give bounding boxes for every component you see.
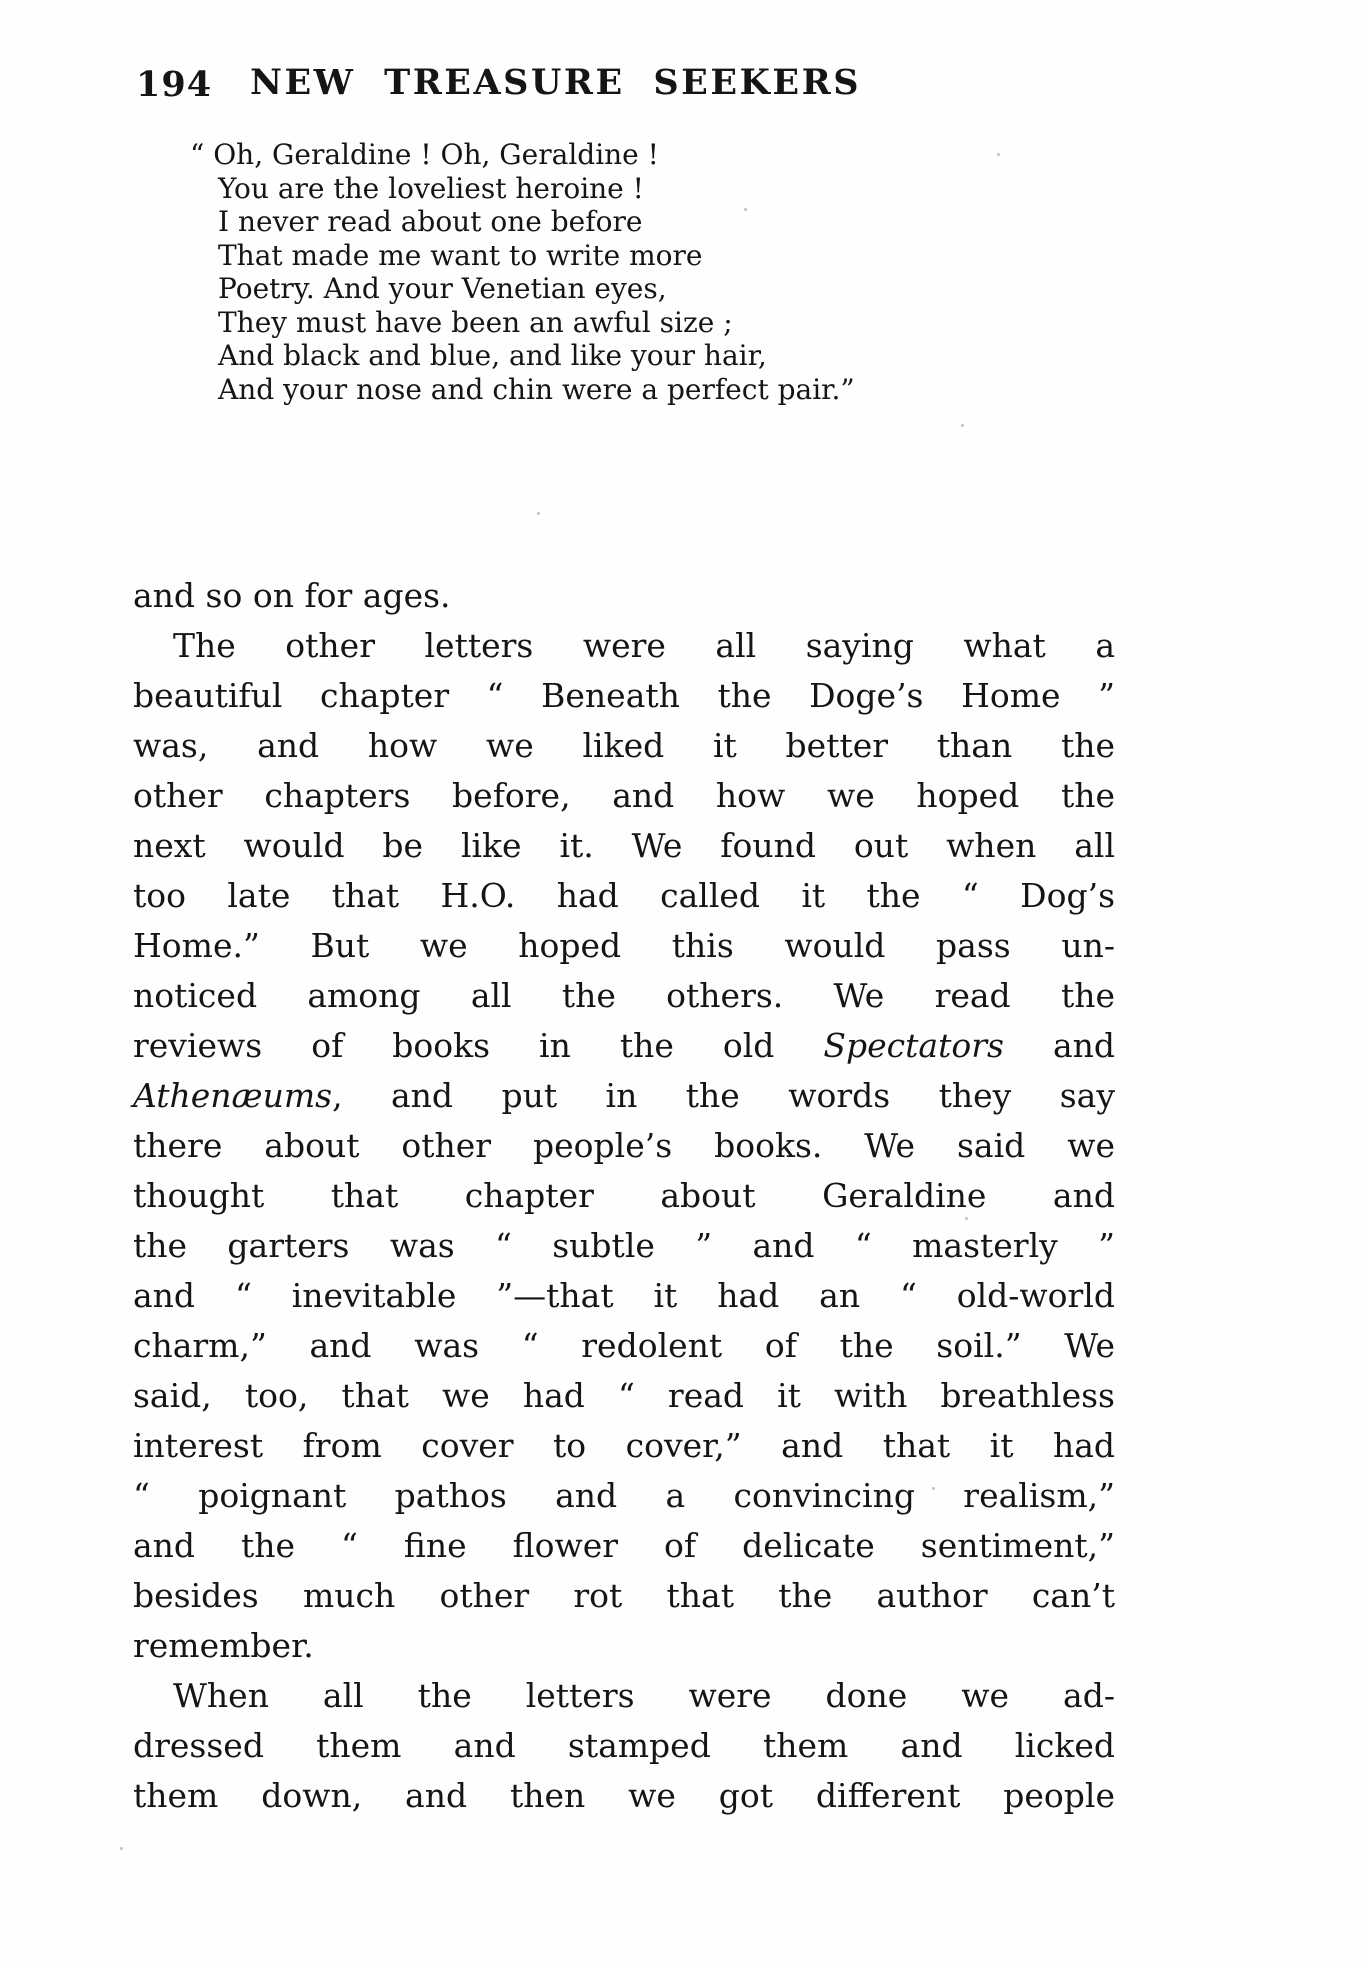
body-line: there about other people’s books. We said we <box>133 1126 1115 1165</box>
body-line: other chapters before, and how we hoped the <box>133 776 1115 815</box>
body-line: Athenæums, and put in the words they say <box>133 1076 1115 1115</box>
body-line: dressed them and stamped them and licked <box>133 1726 1115 1765</box>
body-line: thought that chapter about Geraldine and <box>133 1176 1115 1215</box>
body-line: and so on for ages. <box>133 576 451 615</box>
page-number: 194 <box>136 64 213 105</box>
italic-word: Spectators <box>823 1026 1004 1065</box>
body-line: interest from cover to cover,” and that it had <box>133 1426 1115 1465</box>
running-header <box>0 62 1366 114</box>
body-line: too late that H.O. had called it the “ Dog’s <box>133 876 1115 915</box>
scan-speck <box>537 512 540 515</box>
scan-speck <box>965 1217 968 1220</box>
poem-line: And black and blue, and like your hair, <box>218 339 767 372</box>
body-line: noticed among all the others. We read the <box>133 976 1115 1015</box>
poem-line: Poetry. And your Venetian eyes, <box>218 272 667 305</box>
page-title: NEW TREASURE SEEKERS <box>250 62 861 103</box>
italic-word: Athenæums <box>133 1076 333 1115</box>
body-line: beautiful chapter “ Beneath the Doge’s Home ” <box>133 676 1115 715</box>
body-text-block <box>133 571 1115 1821</box>
body-line: was, and how we liked it better than the <box>133 726 1115 765</box>
body-line: When all the letters were done we ad- <box>173 1676 1115 1715</box>
poem-line: And your nose and chin were a perfect pair.” <box>218 372 855 406</box>
scan-speck <box>120 1847 123 1850</box>
scan-speck <box>997 153 1000 156</box>
scan-speck <box>744 208 747 211</box>
body-line: the garters was “ subtle ” and “ masterly ” <box>133 1226 1115 1265</box>
poem-line: I never read about one before <box>218 205 643 238</box>
scan-speck <box>932 1487 935 1490</box>
poem-line: That made me want to write more <box>218 238 703 272</box>
body-line: next would be like it. We found out when all <box>133 826 1115 865</box>
body-line: reviews of books in the old Spectators and <box>133 1026 1115 1065</box>
body-line: said, too, that we had “ read it with breathless <box>133 1376 1115 1415</box>
poem-line: They must have been an awful size ; <box>218 305 733 339</box>
body-line: remember. <box>133 1626 314 1665</box>
poem-line: You are the loveliest heroine ! <box>218 171 644 205</box>
body-line: “ poignant pathos and a convincing realism,” <box>133 1476 1115 1515</box>
body-line: besides much other rot that the author can’t <box>133 1576 1115 1615</box>
body-line: them down, and then we got different people <box>133 1776 1115 1815</box>
body-line: and “ inevitable ”—that it had an “ old-world <box>133 1276 1115 1315</box>
poem-line: “ Oh, Geraldine ! Oh, Geraldine ! <box>190 138 659 171</box>
scan-speck <box>961 424 964 427</box>
body-line: The other letters were all saying what a <box>173 626 1115 665</box>
poem-block <box>190 138 950 406</box>
body-line: charm,” and was “ redolent of the soil.” We <box>133 1326 1115 1365</box>
body-line: Home.” But we hoped this would pass un- <box>133 926 1115 965</box>
body-line: and the “ fine flower of delicate sentiment,” <box>133 1526 1115 1565</box>
